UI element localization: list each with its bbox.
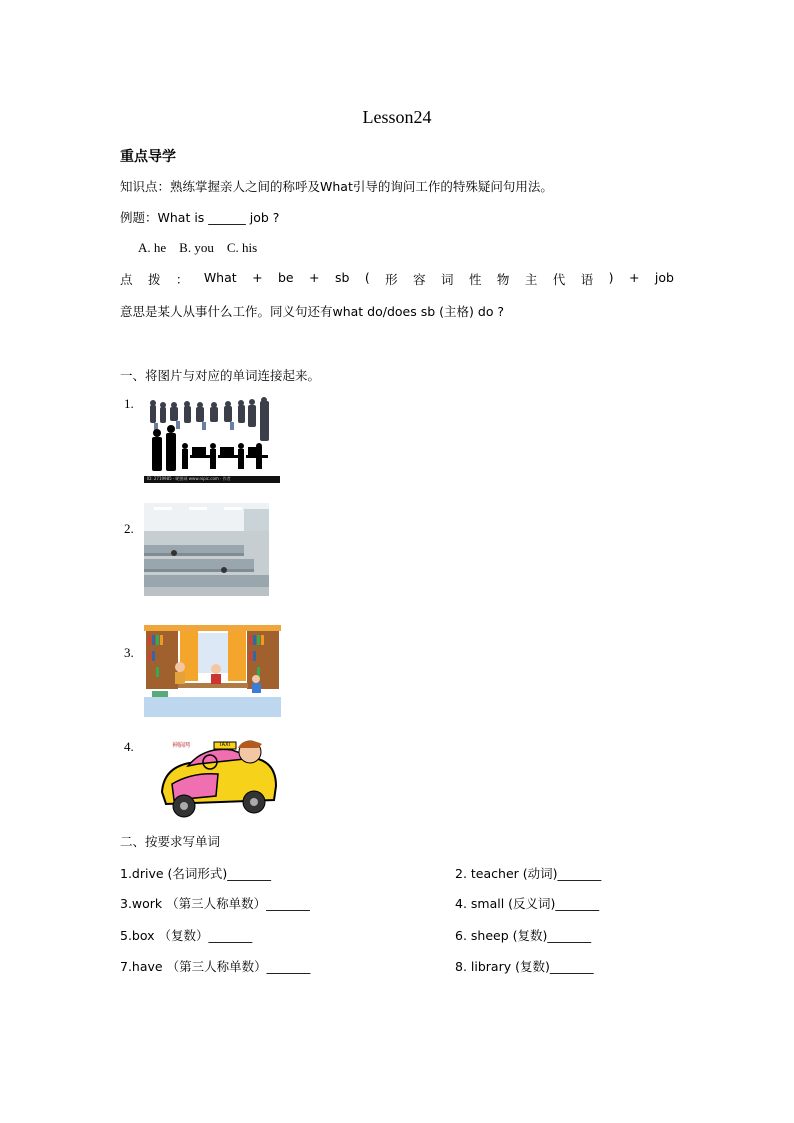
taxi-driver-cartoon-image <box>158 734 280 819</box>
tip-explanation: 意思是某人从事什么工作。同义句还有what do/does sb (主格) do ? <box>120 304 505 319</box>
word-task-4: 4. small (反义词)_______ <box>455 896 600 911</box>
guide-heading: 重点导学 <box>120 149 176 165</box>
tip-token: ) <box>608 270 614 285</box>
tip-token: 拨 <box>147 272 161 287</box>
tip-token: 主 <box>524 272 538 287</box>
image-caption: ID: 2719985 · 昵图网 www.nipic.com · 作者 <box>147 476 231 481</box>
logo-text: 神脑网 <box>172 742 191 749</box>
tip-token: + <box>628 270 640 285</box>
people-silhouettes-image <box>144 397 280 483</box>
tip-token: be <box>277 270 294 285</box>
tip-token: 词 <box>441 272 454 287</box>
tip-token: sb <box>334 270 350 285</box>
tip-token: job <box>654 270 674 285</box>
knowledge-point: 知识点：熟练掌握亲人之间的称呼及What引导的询问工作的特殊疑问句用法。 <box>120 179 553 194</box>
page-title: Lesson24 <box>362 107 432 127</box>
library-cartoon-image <box>144 625 281 717</box>
item-number: 1. <box>124 396 134 411</box>
tip-token: 性 <box>468 272 482 287</box>
tip-token: 形 <box>385 272 398 287</box>
office-cubicles-image <box>144 503 269 596</box>
tip-token: ( <box>364 270 370 285</box>
word-task-8: 8. library (复数)_______ <box>455 959 594 974</box>
section1-heading: 一、将图片与对应的单词连接起来。 <box>120 368 321 383</box>
taxi-sign: TAXI <box>219 742 230 748</box>
section2-heading: 二、按要求写单词 <box>120 834 221 849</box>
tip-token: 容 <box>413 272 426 287</box>
item-number: 3. <box>124 645 134 660</box>
tip-token: What <box>203 270 237 285</box>
tip-token: 物 <box>496 272 510 287</box>
tip-token: + <box>309 270 320 285</box>
word-task-6: 6. sheep (复数)_______ <box>455 928 592 943</box>
tip-token: + <box>252 270 263 285</box>
tip-token: ： <box>175 272 189 287</box>
word-task-3: 3.work （第三人称单数）_______ <box>120 896 310 911</box>
tip-token: 代 <box>552 272 566 287</box>
example-options: A. he B. you C. his <box>138 240 258 255</box>
word-task-7: 7.have （第三人称单数）_______ <box>120 959 311 974</box>
tip-line <box>120 270 674 288</box>
tip-token: 语 <box>580 272 594 287</box>
tip-token: 点 <box>120 272 133 287</box>
item-number: 2. <box>124 521 134 536</box>
word-task-2: 2. teacher (动词)_______ <box>455 866 602 881</box>
item-number: 4. <box>124 739 134 754</box>
example-question: 例题：What is ______ job ? <box>120 210 280 225</box>
word-task-1: 1.drive (名词形式)_______ <box>120 866 272 881</box>
word-task-5: 5.box （复数）_______ <box>120 928 253 943</box>
